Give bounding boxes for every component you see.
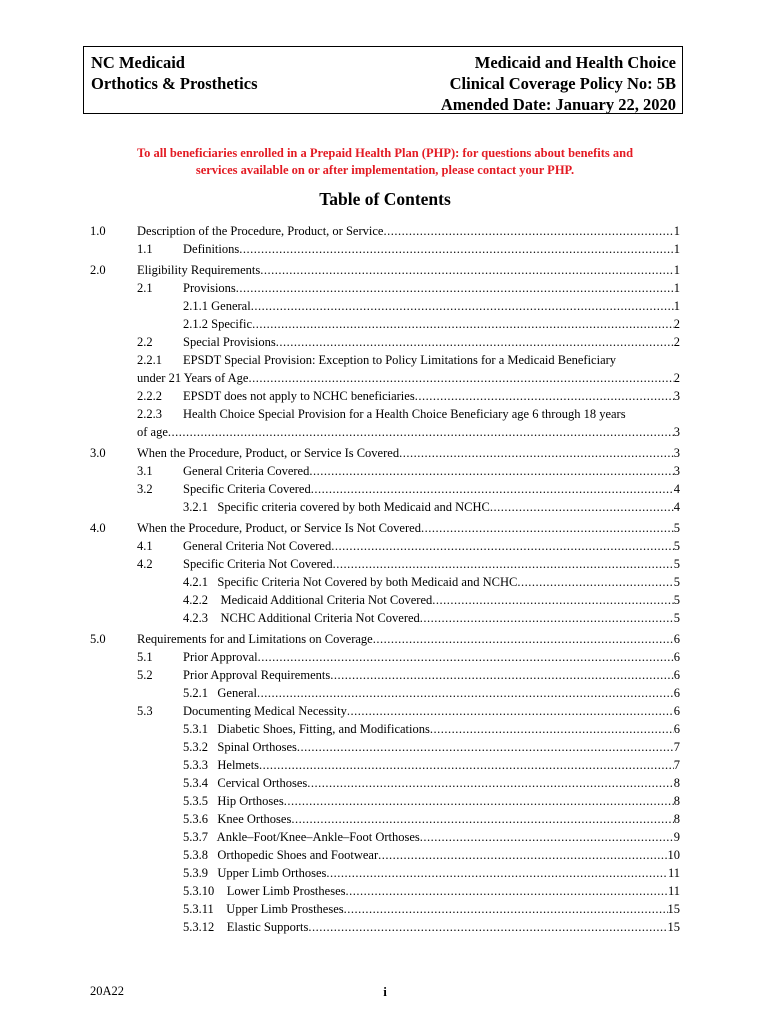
- toc-page-number: 1: [673, 224, 680, 238]
- toc-leader-dots: [432, 591, 673, 609]
- toc-page-number: 3: [673, 446, 680, 460]
- toc-leader-dots: [257, 684, 674, 702]
- toc-entry[interactable]: [0, 423, 770, 441]
- toc-entry-label: 5.3.1 Diabetic Shoes, Fitting, and Modifications: [183, 722, 430, 736]
- toc-entry[interactable]: [0, 591, 770, 609]
- toc-entry-number: 5.1: [137, 650, 153, 664]
- toc-leader-dots: [399, 444, 674, 462]
- toc-entry[interactable]: [0, 405, 770, 423]
- toc-leader-dots: [309, 462, 673, 480]
- toc-entry-label: 5.3.11 Upper Limb Prostheses: [183, 902, 344, 916]
- toc-leader-dots: [260, 261, 674, 279]
- toc-entry[interactable]: [0, 519, 770, 537]
- toc-entry[interactable]: [0, 297, 770, 315]
- toc-entry-line: [137, 702, 680, 720]
- toc-page-number: 5: [673, 611, 680, 625]
- toc-leader-dots: [331, 537, 674, 555]
- policy-header: [83, 46, 683, 114]
- toc-leader-dots: [326, 864, 668, 882]
- toc-page-number: 5: [673, 593, 680, 607]
- toc-leader-dots: [373, 630, 674, 648]
- toc-entry-line: [137, 240, 680, 258]
- toc-entry-label: of age: [137, 425, 168, 439]
- toc-entry-label: 5.3.4 Cervical Orthoses: [183, 776, 308, 790]
- toc-page-number: 5: [673, 575, 680, 589]
- toc-entry-line: [183, 792, 680, 810]
- footer-code: 20A22: [90, 984, 125, 998]
- toc-leader-dots: [258, 648, 674, 666]
- toc-entry-label: When the Procedure, Product, or Service Is Not Covered: [137, 521, 421, 535]
- policy-number: Clinical Coverage Policy No: 5B: [449, 74, 676, 93]
- toc-entry-label: 5.3.6 Knee Orthoses: [183, 812, 292, 826]
- toc-page-number: 6: [673, 632, 680, 646]
- toc-entry-number: 2.2: [137, 335, 153, 349]
- toc-entry-line: [137, 333, 680, 351]
- toc-page-number: 3: [673, 425, 680, 439]
- toc-page-number: 8: [673, 794, 680, 808]
- toc-page-number: 8: [673, 812, 680, 826]
- toc-entry[interactable]: [0, 480, 770, 498]
- toc-entry-line: [137, 369, 680, 387]
- toc-leader-dots: [259, 756, 674, 774]
- toc-entry-line: [137, 630, 680, 648]
- toc-entry-label: 5.3.7 Ankle–Foot/Knee–Ankle–Foot Orthoses: [183, 830, 420, 844]
- toc-entry-number: 2.2.2: [137, 389, 162, 403]
- toc-page-number: 2: [673, 371, 680, 385]
- toc-entry[interactable]: [0, 369, 770, 387]
- toc-entry-text: [137, 405, 626, 423]
- toc-entry-line: [183, 573, 680, 591]
- toc-entry-line: [183, 498, 680, 516]
- toc-entry-label: Documenting Medical Necessity: [183, 704, 347, 718]
- toc-entry[interactable]: [0, 864, 770, 882]
- toc-entry-label: Specific Criteria Not Covered: [183, 557, 333, 571]
- toc-leader-dots: [291, 810, 673, 828]
- amended-date: Amended Date: January 22, 2020: [440, 95, 676, 114]
- toc-title: Table of Contents: [319, 189, 451, 209]
- toc-entry-number: 2.2.3: [137, 407, 162, 421]
- toc-leader-dots: [333, 555, 674, 573]
- toc-section-number: 2.0: [90, 263, 106, 277]
- notice-line-2: services available on or after implementation, please contact your PHP.: [195, 163, 575, 177]
- toc-entry-label: Requirements for and Limitations on Coverage: [137, 632, 373, 646]
- toc-entry-label: 4.2.1 Specific Criteria Not Covered by both Medicaid and NCHC: [183, 575, 518, 589]
- toc-entry-number: 1.1: [137, 242, 153, 256]
- toc-section-number: 5.0: [90, 632, 106, 646]
- toc-leader-dots: [430, 720, 674, 738]
- toc-entry-line: [137, 423, 680, 441]
- toc-page-number: 6: [673, 650, 680, 664]
- toc-entry-line: [137, 222, 680, 240]
- toc-leader-dots: [347, 702, 674, 720]
- toc-entry-label: Prior Approval Requirements: [183, 668, 331, 682]
- toc-entry[interactable]: [0, 630, 770, 648]
- toc-entry-label: 4.2.3 NCHC Additional Criteria Not Covered: [183, 611, 420, 625]
- toc-leader-dots: [251, 297, 674, 315]
- toc-leader-dots: [276, 333, 674, 351]
- toc-entry[interactable]: [0, 756, 770, 774]
- toc-entry[interactable]: [0, 648, 770, 666]
- toc-page-number: 2: [673, 335, 680, 349]
- toc-entry[interactable]: [0, 882, 770, 900]
- toc-entry-label: 5.3.10 Lower Limb Prostheses: [183, 884, 346, 898]
- toc-leader-dots: [248, 369, 673, 387]
- toc-section-number: 1.0: [90, 224, 106, 238]
- toc-leader-dots: [252, 315, 674, 333]
- toc-entry[interactable]: [0, 333, 770, 351]
- toc-entry-label: EPSDT Special Provision: Exception to Policy Limitations for a Medicaid Beneficiary: [183, 353, 617, 367]
- toc-entry-label: 5.3.2 Spinal Orthoses: [183, 740, 297, 754]
- toc-entry-line: [183, 684, 680, 702]
- toc-entry-number: 2.2.1: [137, 353, 162, 367]
- toc-entry-line: [137, 279, 680, 297]
- toc-leader-dots: [307, 774, 673, 792]
- toc-page-number: 3: [673, 464, 680, 478]
- toc-entry-line: [183, 297, 680, 315]
- toc-leader-dots: [239, 240, 674, 258]
- toc-leader-dots: [284, 792, 674, 810]
- toc-entry-line: [183, 882, 680, 900]
- toc-leader-dots: [344, 900, 668, 918]
- toc-entry-label: 5.3.3 Helmets: [183, 758, 260, 772]
- toc-entry-line: [183, 810, 680, 828]
- toc-page-number: 15: [667, 920, 680, 934]
- toc-entry-number: 5.3: [137, 704, 153, 718]
- toc-entry[interactable]: [0, 609, 770, 627]
- toc-page-number: 6: [673, 722, 680, 736]
- toc-entry-label: 5.3.5 Hip Orthoses: [183, 794, 284, 808]
- program-name: NC Medicaid: [91, 53, 185, 72]
- toc-page-number: 6: [673, 668, 680, 682]
- toc-page-number: 1: [673, 242, 680, 256]
- toc-entry-number: 3.2: [137, 482, 153, 496]
- toc-page-number: 11: [667, 884, 680, 898]
- toc-entry-label: Definitions: [183, 242, 240, 256]
- toc-entry-number: 3.1: [137, 464, 153, 478]
- toc-entry-line: [183, 864, 680, 882]
- toc-page-number: 9: [673, 830, 680, 844]
- toc-entry[interactable]: [0, 684, 770, 702]
- toc-entry-line: [137, 444, 680, 462]
- toc-entry-line: [183, 756, 680, 774]
- toc-entry-label: EPSDT does not apply to NCHC beneficiaries: [183, 389, 415, 403]
- toc-entry[interactable]: [0, 462, 770, 480]
- toc-entry-line: [183, 900, 680, 918]
- toc-entry-line: [137, 519, 680, 537]
- toc-entry-label: Eligibility Requirements: [137, 263, 261, 277]
- toc-entry-label: 5.3.8 Orthopedic Shoes and Footwear: [183, 848, 379, 862]
- toc-entry[interactable]: [0, 315, 770, 333]
- toc-entry-label: When the Procedure, Product, or Service Is Covered: [137, 446, 400, 460]
- toc-entry-line: [183, 846, 680, 864]
- toc-page-number: 11: [667, 866, 680, 880]
- toc-page-number: 8: [673, 776, 680, 790]
- toc-leader-dots: [311, 480, 674, 498]
- toc-entry-label: Prior Approval: [183, 650, 258, 664]
- toc-leader-dots: [308, 918, 667, 936]
- toc-entry-line: [137, 666, 680, 684]
- toc-leader-dots: [420, 609, 674, 627]
- toc-page-number: 1: [673, 263, 680, 277]
- toc-entry-label: General Criteria Covered: [183, 464, 310, 478]
- toc-entry-line: [137, 537, 680, 555]
- toc-entry[interactable]: [0, 666, 770, 684]
- toc-entry[interactable]: [0, 792, 770, 810]
- toc-page-number: 4: [673, 500, 680, 514]
- toc-leader-dots: [383, 222, 673, 240]
- toc-entry-label: 5.3.12 Elastic Supports: [183, 920, 309, 934]
- toc-entry-label: Provisions: [183, 281, 236, 295]
- toc-entry-line: [183, 720, 680, 738]
- toc-entry[interactable]: [0, 918, 770, 936]
- toc-entry[interactable]: [0, 261, 770, 279]
- toc-page-number: 10: [667, 848, 680, 862]
- toc-entry[interactable]: [0, 444, 770, 462]
- toc-page-number: 1: [673, 281, 680, 295]
- toc-entry[interactable]: [0, 900, 770, 918]
- toc-leader-dots: [345, 882, 667, 900]
- toc-entry-line: [137, 462, 680, 480]
- toc-entry-label: under 21 Years of Age: [137, 371, 249, 385]
- toc-entry-number: 4.1: [137, 539, 153, 553]
- toc-entry-line: [183, 609, 680, 627]
- toc-entry[interactable]: [0, 702, 770, 720]
- toc-entry[interactable]: [0, 720, 770, 738]
- toc-entry-line: [137, 261, 680, 279]
- toc-page-number: 1: [673, 299, 680, 313]
- toc-entry-label: 5.2.1 General: [183, 686, 257, 700]
- toc-entry[interactable]: [0, 537, 770, 555]
- toc-page-number: 3: [673, 389, 680, 403]
- toc-entry-label: 3.2.1 Specific criteria covered by both Medicaid and NCHC: [183, 500, 490, 514]
- toc-entry-label: Specific Criteria Covered: [183, 482, 311, 496]
- toc-page-number: 15: [667, 902, 680, 916]
- toc-entry-line: [137, 555, 680, 573]
- toc-entry-label: Special Provisions: [183, 335, 276, 349]
- toc-entry-label: 5.3.9 Upper Limb Orthoses: [183, 866, 327, 880]
- toc-entry-line: [183, 738, 680, 756]
- toc-entry-label: 4.2.2 Medicaid Additional Criteria Not Covered: [183, 593, 433, 607]
- policy-topic: Orthotics & Prosthetics: [91, 74, 258, 93]
- toc-leader-dots: [415, 387, 674, 405]
- toc-entry[interactable]: [0, 828, 770, 846]
- toc-entry-label: 2.1.2 Specific: [183, 317, 253, 331]
- toc-leader-dots: [378, 846, 667, 864]
- toc-entry[interactable]: [0, 498, 770, 516]
- toc-entry[interactable]: [0, 774, 770, 792]
- toc-entry-line: [183, 315, 680, 333]
- toc-page-number: 2: [673, 317, 680, 331]
- toc-entry[interactable]: [0, 738, 770, 756]
- toc-page-number: 5: [673, 521, 680, 535]
- toc-entry[interactable]: [0, 810, 770, 828]
- toc-leader-dots: [420, 828, 674, 846]
- toc-entry-label: Description of the Procedure, Product, or Service: [137, 224, 384, 238]
- toc-entry[interactable]: [0, 351, 770, 369]
- toc-entry-line: [183, 591, 680, 609]
- toc-entry[interactable]: [0, 222, 770, 240]
- toc-entry-line: [137, 648, 680, 666]
- program-full-name: Medicaid and Health Choice: [474, 53, 676, 72]
- toc-page-number: 6: [673, 704, 680, 718]
- toc-page-number: 5: [673, 539, 680, 553]
- toc-entry[interactable]: [0, 573, 770, 591]
- footer-page-number: i: [383, 984, 387, 999]
- toc-entry-line: [137, 387, 680, 405]
- toc-entry[interactable]: [0, 240, 770, 258]
- toc-entry-line: [183, 918, 680, 936]
- toc-page-number: 7: [673, 758, 680, 772]
- toc-page-number: 7: [673, 740, 680, 754]
- toc-entry-number: 4.2: [137, 557, 153, 571]
- table-of-contents: [0, 222, 770, 936]
- toc-leader-dots: [236, 279, 674, 297]
- toc-leader-dots: [297, 738, 674, 756]
- header-left: [91, 52, 258, 94]
- toc-entry[interactable]: [0, 555, 770, 573]
- toc-entry[interactable]: [0, 387, 770, 405]
- toc-leader-dots: [517, 573, 673, 591]
- toc-entry[interactable]: [0, 846, 770, 864]
- toc-leader-dots: [490, 498, 674, 516]
- toc-entry-text: [137, 351, 616, 369]
- toc-entry-label: General Criteria Not Covered: [183, 539, 332, 553]
- toc-leader-dots: [168, 423, 674, 441]
- toc-section-number: 4.0: [90, 521, 106, 535]
- toc-leader-dots: [421, 519, 674, 537]
- toc-entry-label: Health Choice Special Provision for a Health Choice Beneficiary age 6 through 18 years: [183, 407, 626, 421]
- toc-entry-line: [183, 774, 680, 792]
- toc-entry-number: 5.2: [137, 668, 153, 682]
- toc-entry-line: [183, 828, 680, 846]
- notice-line-1: To all beneficiaries enrolled in a Prepaid Health Plan (PHP): for questions about benefits and: [136, 146, 634, 160]
- toc-entry-line: [137, 480, 680, 498]
- header-right: [441, 52, 676, 115]
- toc-entry-label: 2.1.1 General: [183, 299, 251, 313]
- toc-page-number: 5: [673, 557, 680, 571]
- toc-section-number: 3.0: [90, 446, 106, 460]
- php-notice: [83, 145, 687, 179]
- toc-entry-number: 2.1: [137, 281, 153, 295]
- toc-page-number: 6: [673, 686, 680, 700]
- toc-leader-dots: [330, 666, 674, 684]
- toc-entry[interactable]: [0, 279, 770, 297]
- toc-page-number: 4: [673, 482, 680, 496]
